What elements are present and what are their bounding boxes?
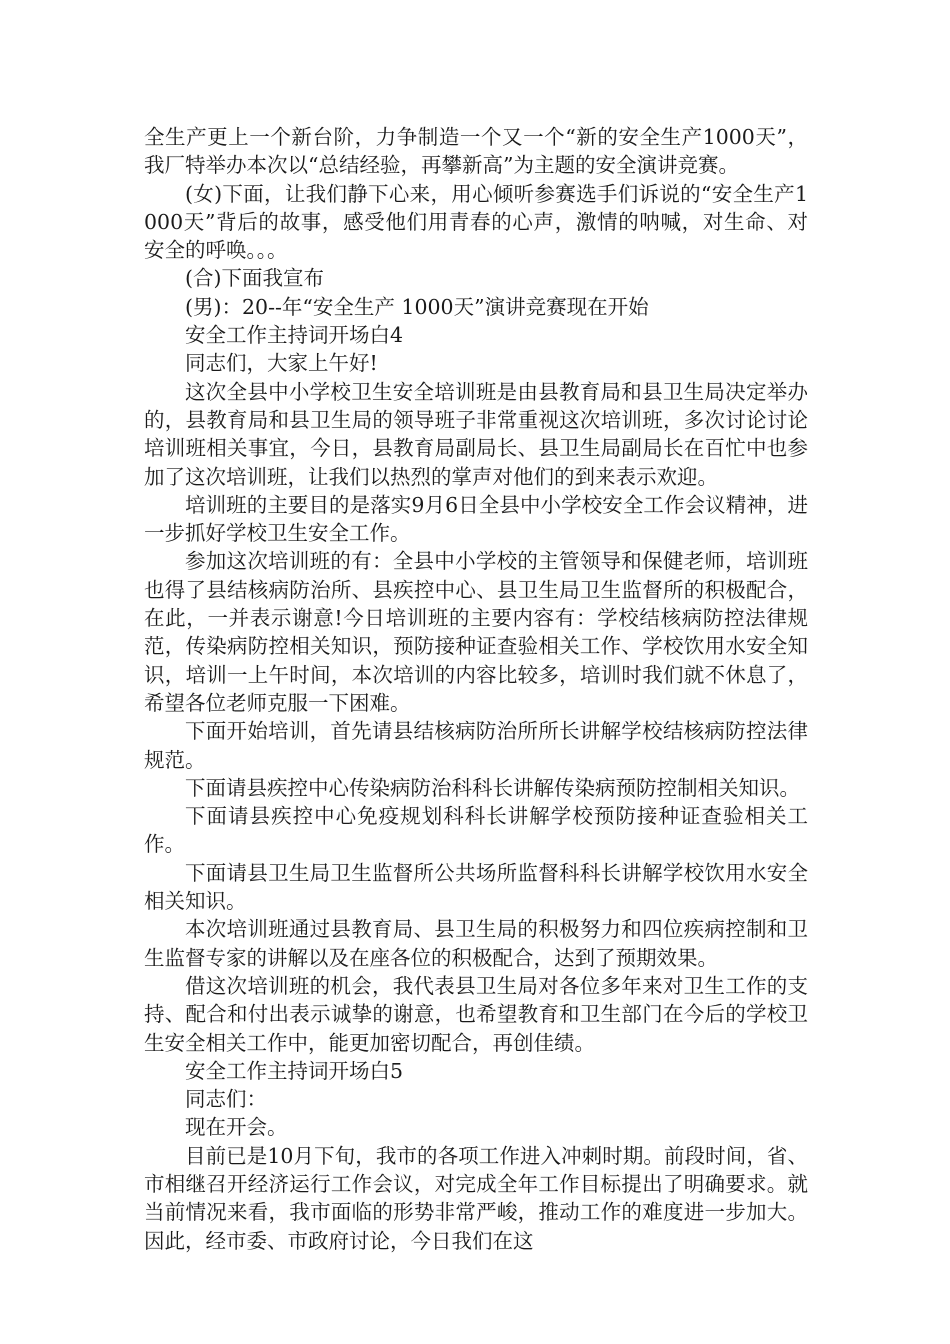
paragraph: 这次全县中小学校卫生安全培训班是由县教育局和县卫生局决定举办的，县教育局和县卫生局的领导班子非常重视这次培训班，多次讨论讨论培训班相关事宜，今日，县教育局副局长、县卫生局副局长在百忙中也参加了这次培训班，让我们以热烈的掌声对他们的到来表示欢迎。 — [144, 379, 808, 489]
paragraph: 下面请县疾控中心免疫规划科科长讲解学校预防接种证查验相关工作。 — [144, 804, 808, 857]
document-body — [144, 123, 808, 1255]
paragraph: 本次培训班通过县教育局、县卫生局的积极努力和四位疾病控制和卫生监督专家的讲解以及在座各位的积极配合，达到了预期效果。 — [144, 917, 808, 970]
paragraph: 培训班的主要目的是落实9月6日全县中小学校安全工作会议精神，进一步抓好学校卫生安全工作。 — [144, 492, 808, 546]
paragraph: 参加这次培训班的有：全县中小学校的主管领导和保健老师，培训班也得了县结核病防治所、县疾控中心、县卫生局卫生监督所的积极配合，在此，一并表示谢意!今日培训班的主要内容有：学校结核病防控法律规范，传染病防控相关知识，预防接种证查验相关工作、学校饮用水安全知识，培训一上午时间，本次培训的内容比较多，培训时我们就不休息了，希望各位老师克服一下困难。 — [144, 549, 808, 715]
paragraph: 现在开会。 — [185, 1115, 288, 1140]
section-heading: 安全工作主持词开场白4 — [185, 323, 404, 348]
paragraph: 全生产更上一个新台阶，力争制造一个又一个“新的安全生产1000天”，我厂特举办本次以“总结经验，再攀新高”为主题的安全演讲竞赛。 — [144, 125, 808, 178]
paragraph: (女)下面，让我们静下心来，用心倾听参赛选手们诉说的“安全生产1000天”背后的故事，感受他们用青春的心声，激情的呐喊，对生命、对安全的呼唤。。。 — [144, 181, 808, 263]
paragraph: 下面请县卫生局卫生监督所公共场所监督科科长讲解学校饮用水安全相关知识。 — [144, 860, 808, 914]
section-heading: 安全工作主持词开场白5 — [185, 1058, 404, 1083]
paragraph: 同志们： — [185, 1087, 267, 1112]
paragraph: 下面请县疾控中心传染病防治科科长讲解传染病预防控制相关知识。 — [185, 775, 800, 800]
paragraph: 下面开始培训，首先请县结核病防治所所长讲解学校结核病防控法律规范。 — [144, 719, 808, 772]
paragraph: (合)下面我宣布 — [185, 266, 324, 291]
paragraph: 目前已是10月下旬，我市的各项工作进入冲刺时期。前段时间，省、市相继召开经济运行工作会议，对完成全年工作目标提出了明确要求。就当前情况来看，我市面临的形势非常严峻，推动工作的难度进一步加大。因此，经市委、市政府讨论，今日我们在这 — [144, 1143, 808, 1253]
paragraph: 借这次培训班的机会，我代表县卫生局对各位多年来对卫生工作的支持、配合和付出表示诚挚的谢意，也希望教育和卫生部门在今后的学校卫生安全相关工作中，能更加密切配合，再创佳绩。 — [144, 973, 808, 1055]
paragraph: 同志们，大家上午好! — [185, 351, 378, 376]
paragraph: (男)：20--年“安全生产 1000天”演讲竞赛现在开始 — [185, 294, 649, 319]
